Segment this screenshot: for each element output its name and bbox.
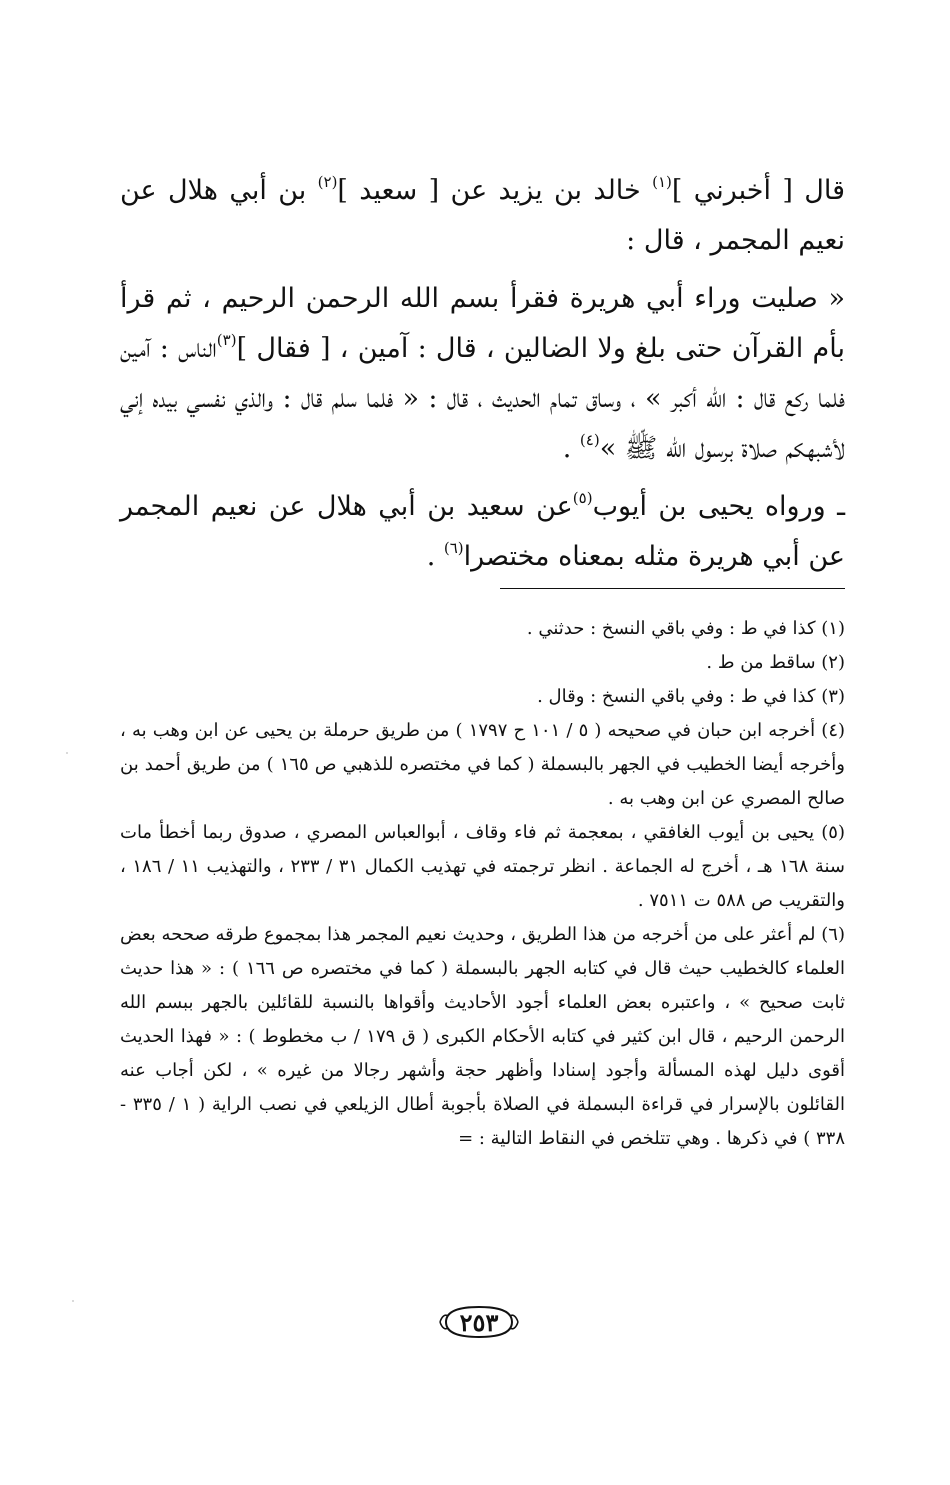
text-segment: خالد بن يزيد عن [ سعيد ]	[337, 175, 653, 206]
footnote-ref: (٢)	[317, 173, 338, 191]
footnote-6: (٦) لم أعثر على من أخرجه من هذا الطريق ، وحديث نعيم المجمر هذا بمجموع طرقه صححه بعض العلماء كالخطيب حيث قال في كتابه الجهر بالبسملة ( كما في مختصره ص ١٦٦ ) : « هذا حديث ثابت صحيح » ، واعتبره بعض العلماء أجود الأحاديث وأقواها بالنسبة للقائلين بالجهر ببسم الله الرحمن الرحيم ، قال ابن كثير في كتابه الأحكام الكبرى ( ق ١٧٩ / ب مخطوط ) : « فهذا الحديث أقوى دليل لهذه المسألة وأجود إسنادا وأظهر حجة وأشهر رجالا من غيره » ، لكن أجاب عنه القائلون بالإسرار في قراءة البسملة في الصلاة بأجوبة أطال الزيلعي في نصب الراية ( ١ / ٣٣٥ - ٣٣٨ ) في ذكرها . وهي تتلخص في النقاط التالية : =	[120, 924, 846, 1149]
text-segment: قال [ أخبرني ]	[671, 175, 845, 206]
text-segment: بن أبي هلال عن نعيم المجمر ، قال :	[120, 175, 845, 256]
text-segment: .	[426, 541, 444, 572]
footnote-ref: (٤)	[579, 431, 600, 449]
footnote-ref: (٦)	[443, 539, 464, 557]
main-text	[120, 166, 845, 582]
footnote-5: (٥) يحيى بن أيوب الغافقي ، بمعجمة ثم فاء وقاف ، أبوالعباس المصري ، صدوق ربما أخطأ مات سنة ١٦٨ هـ ، أخرج له الجماعة . انظر ترجمته في تهذيب الكمال ٣١ / ٢٣٣ ، والتهذيب ١١ / ١٨٦ ، والتقريب ص ٥٨٨ ت ٧٥١١ .	[120, 822, 845, 911]
text-segment: الناس : آمين فلما ركع قال : الله أكبر » ، وساق تمام الحديث ، قال : « فلما سلم قال : والذي نفسي بيده إني لأشبهكم صلاة برسول الله ﷺ »	[120, 333, 845, 464]
page-number	[436, 1302, 522, 1342]
text-segment: عن سعيد بن أبي هلال عن نعيم المجمر عن أبي هريرة مثله بمعناه مختصرا	[120, 491, 845, 572]
paragraph-1	[120, 166, 845, 266]
text-segment: « صليت وراء أبي هريرة فقرأ بسم الله الرحمن الرحيم ، ثم قرأ بأم القرآن حتى بلغ ولا الضالين ، قال : آمين ، [ فقال ]	[120, 283, 845, 364]
scan-speck	[66, 752, 68, 754]
footnote-4: (٤) أخرجه ابن حبان في صحيحه ( ٥ / ١٠١ ح ١٧٩٧ ) من طريق حرملة بن يحيى عن ابن وهب به ، وأخرجه أيضا الخطيب في الجهر بالبسملة ( كما في مختصره للذهبي ص ١٦٥ ) من طريق أحمد بن صالح المصري عن ابن وهب به .	[120, 720, 846, 809]
footnote-ref: (٥)	[572, 489, 593, 507]
footnote-2: (٢) ساقط من ط .	[706, 652, 845, 673]
page-number-text: ٢٥٣	[459, 1307, 499, 1337]
scan-speck	[72, 1300, 74, 1302]
text-segment: .	[562, 433, 580, 464]
footnote-1: (١) كذا في ط : وفي باقي النسخ : حدثني .	[526, 618, 845, 639]
footnote-3: (٣) كذا في ط : وفي باقي النسخ : وقال .	[537, 686, 845, 707]
footnote-ref: (١)	[652, 173, 672, 191]
text-segment: ـ ورواه يحيى بن أيوب	[592, 491, 845, 522]
footnote-ref: (٣)	[216, 331, 237, 349]
footnote-separator	[500, 588, 845, 589]
footnotes	[120, 612, 845, 1156]
paragraph-2	[120, 274, 845, 474]
paragraph-3	[120, 482, 845, 582]
